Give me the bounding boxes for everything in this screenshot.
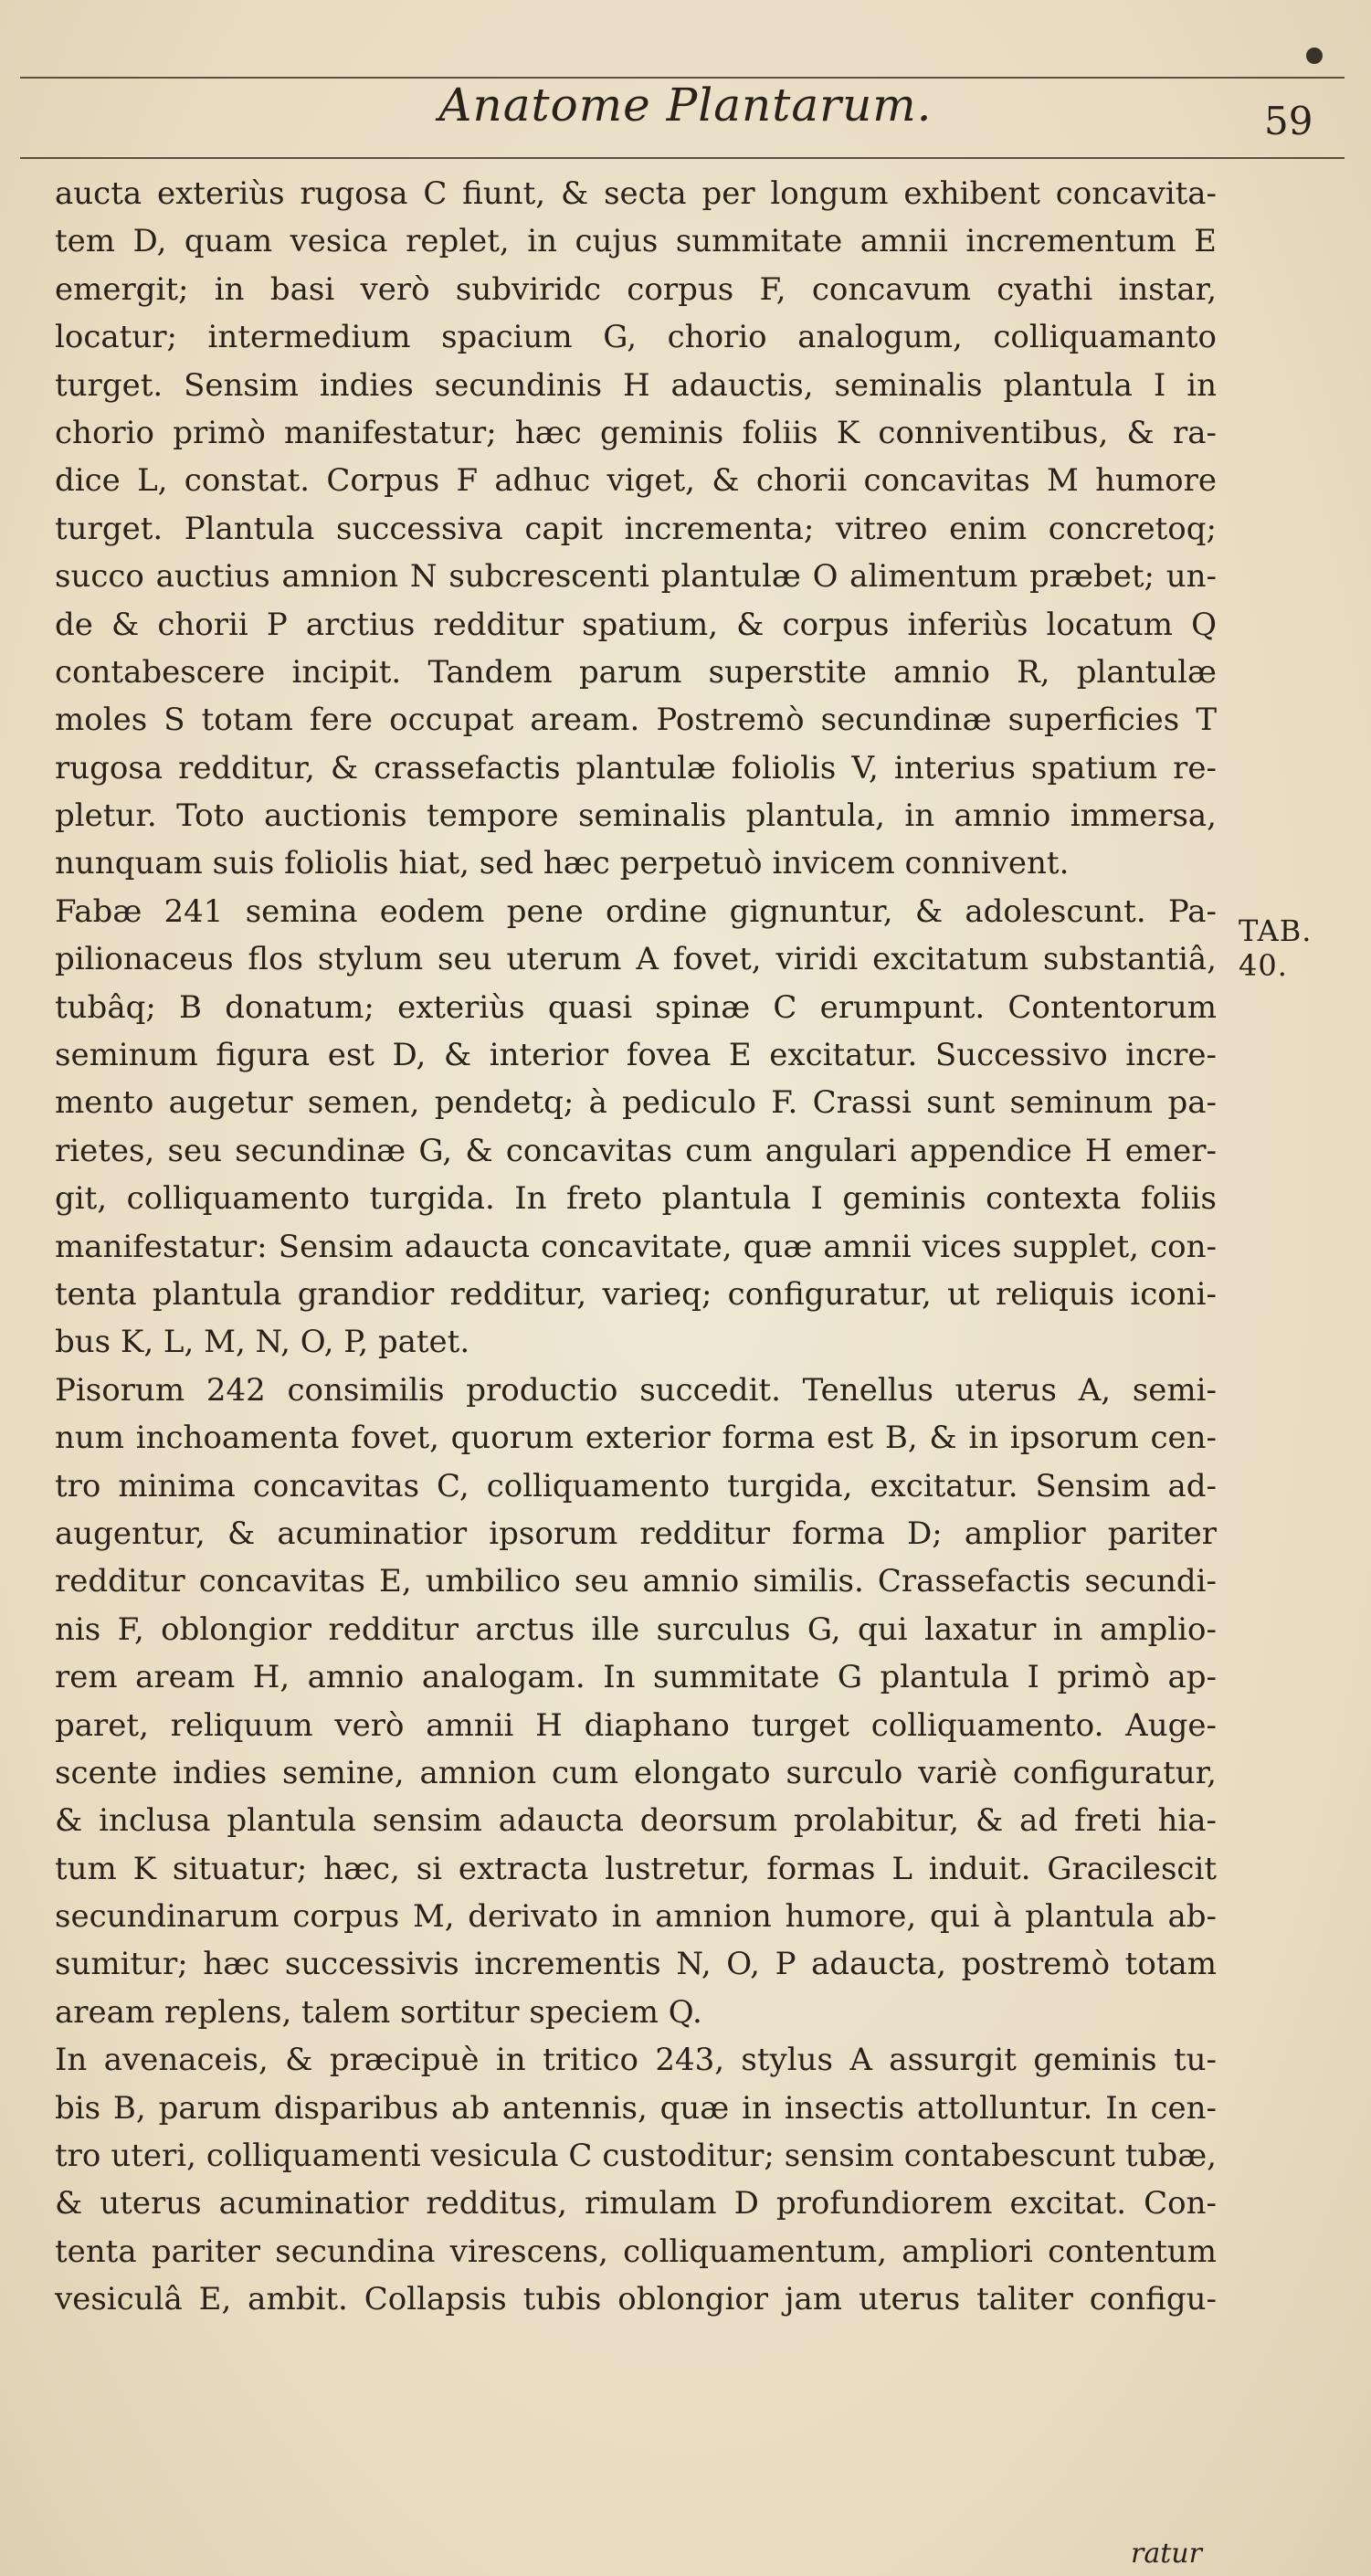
text-line: bis B, parum disparibus ab antennis, quæ in insectis attolluntur. In cen-	[55, 2089, 1217, 2127]
text-line: tubâq; B donatum; exteriùs quasi spinæ C erumpunt. Contentorum	[55, 988, 1217, 1026]
text-line: pilionaceus flos stylum seu uterum A fovet, viridi excitatum substantiâ,	[55, 941, 1217, 978]
text-line: manifestatur: Sensim adaucta concavitate, quæ amnii vices supplet, con-	[55, 1228, 1217, 1265]
text-line: locatur; intermedium spacium G, chorio analogum, colliquamanto	[55, 319, 1217, 356]
text-line: rem aream H, amnio analogam. In summitate G plantula I primò ap-	[55, 1659, 1217, 1696]
page-number: 59	[1264, 99, 1313, 143]
text-line: num inchoamenta fovet, quorum exterior forma est B, & in ipsorum cen-	[55, 1420, 1217, 1457]
text-line: pletur. Toto auctionis tempore seminalis plantula, in amnio immersa,	[55, 797, 1217, 835]
text-line: scente indies semine, amnion cum elongato surculo variè configuratur,	[55, 1754, 1217, 1791]
text-line: chorio primò manifestatur; hæc geminis foliis K conniventibus, & ra-	[55, 414, 1217, 451]
text-line: vesiculâ E, ambit. Collapsis tubis oblongior jam uterus taliter configu-	[55, 2281, 1217, 2318]
text-line: succo auctius amnion N subcrescenti plantulæ O alimentum præbet; un-	[55, 558, 1217, 596]
text-line: tro uteri, colliquamenti vesicula C custoditur; sensim contabescunt tubæ,	[55, 2138, 1217, 2175]
text-line: & inclusa plantula sensim adaucta deorsum prolabitur, & ad freti hia-	[55, 1802, 1217, 1840]
text-line: secundinarum corpus M, derivato in amnion humore, qui à plantula ab-	[55, 1898, 1217, 1936]
text-line: rugosa redditur, & crassefactis plantulæ foliolis V, interius spatium re-	[55, 749, 1217, 787]
running-title: Anatome Plantarum.	[438, 79, 933, 132]
main-text-block	[55, 170, 1217, 2324]
text-line: Pisorum 242 consimilis productio succedit. Tenellus uterus A, semi-	[55, 1371, 1217, 1409]
header-rule	[20, 157, 1345, 159]
text-line: seminum figura est D, & interior fovea E excitatur. Successivo incre-	[55, 1037, 1217, 1074]
text-line: dice L, constat. Corpus F adhuc viget, & chorii concavitas M humore	[55, 462, 1217, 500]
text-line: tum K situatur; hæc, si extracta lustretur, formas L induit. Gracilescit	[55, 1850, 1217, 1887]
text-line: & uterus acuminatior redditus, rimulam D profundiorem excitat. Con-	[55, 2185, 1217, 2222]
text-line: sumitur; hæc successivis incrementis N, O, P adaucta, postremò totam	[55, 1946, 1217, 1983]
plate-reference: TAB. 40.	[1239, 913, 1313, 983]
text-line: mento augetur semen, pendetq; à pediculo F. Crassi sunt seminum pa-	[55, 1084, 1217, 1122]
text-line: moles S totam fere occupat aream. Postremò secundinæ superficies T	[55, 702, 1217, 739]
text-line: emergit; in basi verò subviridc corpus F, concavum cyathi instar,	[55, 270, 1217, 308]
text-line: augentur, & acuminatior ipsorum redditur forma D; amplior pariter	[55, 1515, 1217, 1552]
text-line: redditur concavitas E, umbilico seu amnio similis. Crassefactis secundi-	[55, 1563, 1217, 1600]
text-line: nunquam suis foliolis hiat, sed hæc perpetuò invicem connivent.	[55, 845, 1070, 882]
text-line: Fabæ 241 semina eodem pene ordine gignuntur, & adolescunt. Pa-	[55, 892, 1217, 930]
text-line: aream replens, talem sortitur speciem Q.	[55, 1993, 702, 2031]
text-line: tem D, quam vesica replet, in cujus summitate amnii incrementum E	[55, 223, 1217, 260]
text-line: bus K, L, M, N, O, P, patet.	[55, 1324, 470, 1361]
text-line: aucta exteriùs rugosa C fiunt, & secta per longum exhibent concavita-	[55, 175, 1217, 212]
text-line: tro minima concavitas C, colliquamento turgida, excitatur. Sensim ad-	[55, 1467, 1217, 1504]
catchword: ratur	[1131, 2538, 1202, 2570]
text-line: nis F, oblongior redditur arctus ille surculus G, qui laxatur in amplio-	[55, 1610, 1217, 1648]
text-line: paret, reliquum verò amnii H diaphano turget colliquamento. Auge-	[55, 1706, 1217, 1744]
ink-blot	[1306, 48, 1323, 64]
text-line: contabescere incipit. Tandem parum superstite amnio R, plantulæ	[55, 653, 1217, 691]
text-line: de & chorii P arctius redditur spatium, & corpus inferiùs locatum Q	[55, 606, 1217, 643]
text-line: tenta pariter secundina virescens, colliquamentum, ampliori contentum	[55, 2233, 1217, 2270]
text-line: tenta plantula grandior redditur, varieq; configuratur, ut reliquis iconi-	[55, 1275, 1217, 1313]
text-line: git, colliquamento turgida. In freto plantula I geminis contexta foliis	[55, 1180, 1217, 1218]
text-line: turget. Sensim indies secundinis H adauctis, seminalis plantula I in	[55, 366, 1217, 404]
text-line: In avenaceis, & præcipuè in tritico 243, stylus A assurgit geminis tu-	[55, 2042, 1217, 2079]
text-line: turget. Plantula successiva capit incrementa; vitreo enim concretoq;	[55, 510, 1217, 547]
text-line: rietes, seu secundinæ G, & concavitas cum angulari appendice H emer-	[55, 1132, 1217, 1169]
